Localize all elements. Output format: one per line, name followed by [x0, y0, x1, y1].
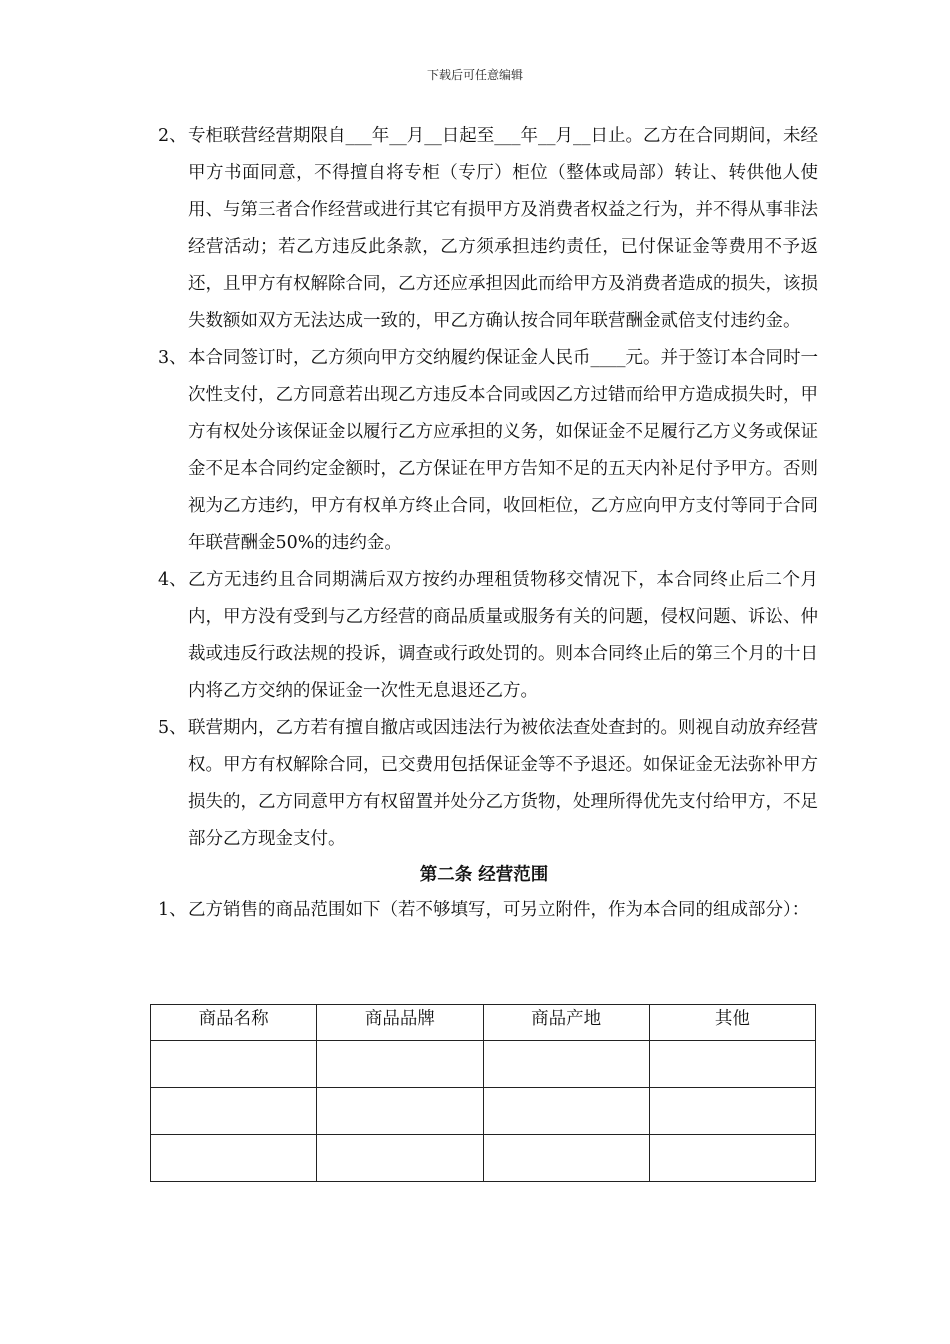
- table-cell[interactable]: [649, 1041, 815, 1088]
- table-cell[interactable]: [649, 1135, 815, 1182]
- clause-text: 本合同签订时，乙方须向甲方交纳履约保证金人民币____元。并于签订本合同时一次性支付，乙方同意若出现乙方违反本合同或因乙方过错而给甲方造成损失时，甲方有权处分该保证金以履行乙方应承担的义务，如保证金不足履行乙方义务或保证金不足本合同约定金额时，乙方保证在甲方告知不足的五天内补足付予甲方。否则视为乙方违约，甲方有权单方终止合同，收回柜位，乙方应向甲方支付等同于合同年联营酬金50%的违约金。: [188, 348, 818, 553]
- clause-number: 3、: [158, 348, 187, 368]
- contract-body: [158, 118, 818, 929]
- header-cell-product-name: 商品名称: [151, 1005, 317, 1041]
- clause-3: [158, 340, 818, 562]
- clause-number: 2、: [158, 126, 187, 146]
- table-cell[interactable]: [317, 1088, 483, 1135]
- table-cell[interactable]: [483, 1135, 649, 1182]
- clause-2: [158, 118, 818, 340]
- section-title: 第二条 经营范围: [419, 865, 549, 885]
- clause-4: [158, 562, 818, 710]
- table-row: [151, 1041, 816, 1088]
- table-row: [151, 1135, 816, 1182]
- page-header-note: 下载后可任意编辑: [426, 68, 523, 82]
- clause-text: 专柜联营经营期限自___年__月__日起至___年__月__日止。乙方在合同期间，未经甲方书面同意，不得擅自将专柜（专厅）柜位（整体或局部）转让、转供他人使用、与第三者合作经营或进行其它有损甲方及消费者权益之行为，并不得从事非法经营活动；若乙方违反此条款，乙方须承担违约责任，已付保证金等费用不予返还，且甲方有权解除合同，乙方还应承担因此而给甲方及消费者造成的损失，该损失数额如双方无法达成一致的，甲乙方确认按合同年联营酬金贰倍支付违约金。: [188, 126, 818, 331]
- table-cell[interactable]: [151, 1041, 317, 1088]
- clause-number: 4、: [158, 570, 187, 590]
- clause-text: 乙方销售的商品范围如下（若不够填写，可另立附件，作为本合同的组成部分）：: [188, 900, 810, 920]
- clause-number: 1、: [158, 900, 187, 920]
- table-cell[interactable]: [317, 1135, 483, 1182]
- clause-5: [158, 710, 818, 858]
- clause-text: 乙方无违约且合同期满后双方按约办理租赁物移交情况下，本合同终止后二个月内，甲方没有受到与乙方经营的商品质量或服务有关的问题，侵权问题、诉讼、仲裁或违反行政法规的投诉，调查或行政处罚的。则本合同终止后的第三个月的十日内将乙方交纳的保证金一次性无息退还乙方。: [188, 570, 818, 701]
- table-cell[interactable]: [483, 1088, 649, 1135]
- table-row: [151, 1088, 816, 1135]
- table-cell[interactable]: [483, 1041, 649, 1088]
- clause-number: 5、: [158, 718, 187, 738]
- table-cell[interactable]: [317, 1041, 483, 1088]
- header-cell-other: 其他: [649, 1005, 815, 1041]
- clause-text: 联营期内，乙方若有擅自撤店或因违法行为被依法查处查封的。则视自动放弃经营权。甲方有权解除合同，已交费用包括保证金等不予退还。如保证金无法弥补甲方损失的，乙方同意甲方有权留置并处分乙方货物，处理所得优先支付给甲方，不足部分乙方现金支付。: [188, 718, 818, 849]
- table-cell[interactable]: [649, 1088, 815, 1135]
- product-scope-table: [150, 1004, 816, 1182]
- header-cell-product-brand: 商品品牌: [317, 1005, 483, 1041]
- table-cell[interactable]: [151, 1135, 317, 1182]
- table-cell[interactable]: [151, 1088, 317, 1135]
- section-clause-1: [158, 892, 818, 929]
- table-header-row: [151, 1005, 816, 1041]
- header-cell-product-origin: 商品产地: [483, 1005, 649, 1041]
